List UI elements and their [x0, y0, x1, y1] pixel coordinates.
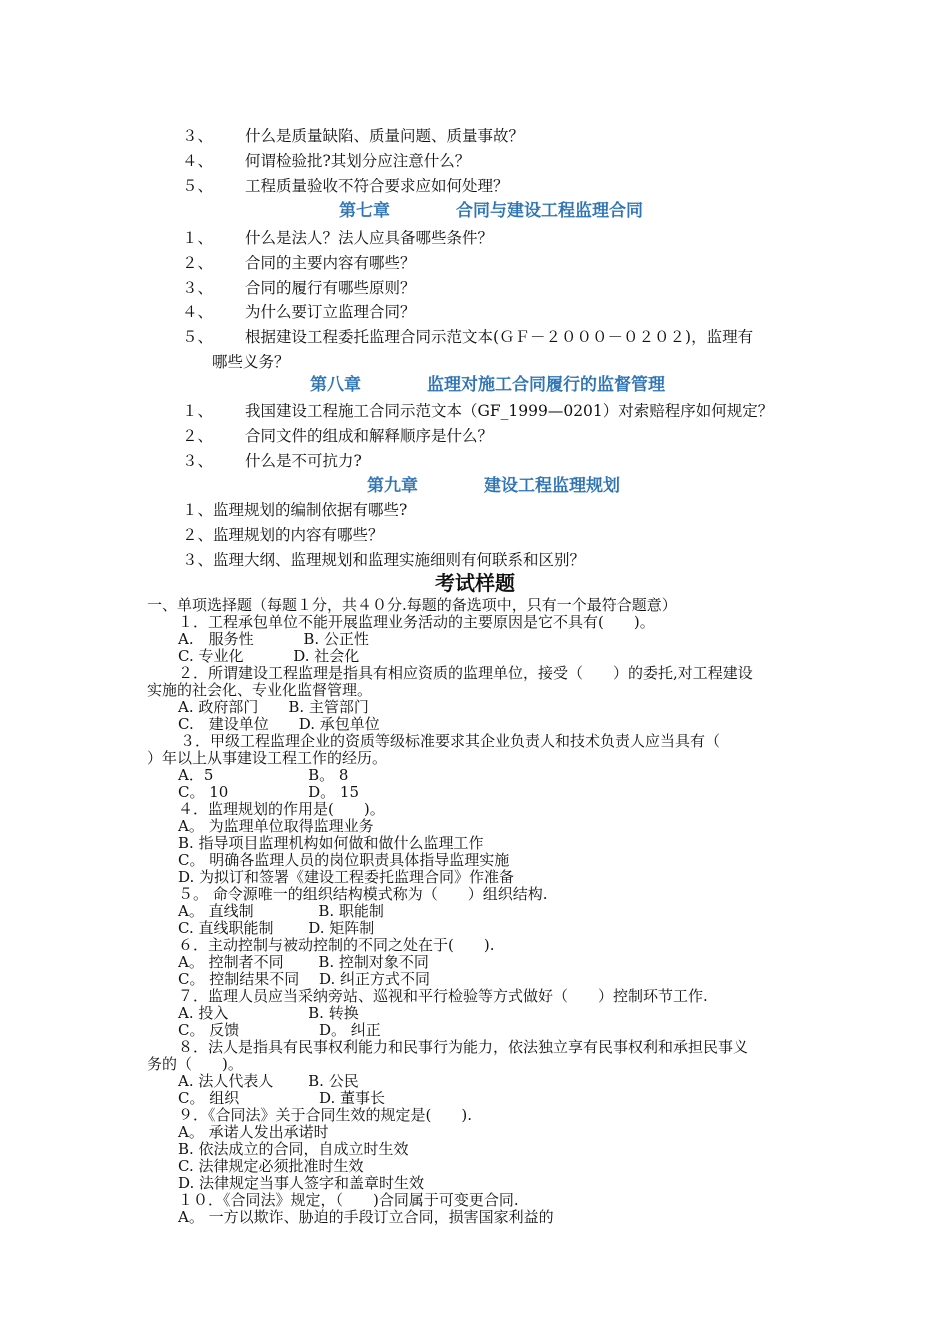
exam-line: ４．监理规划的作用是( )。 — [178, 800, 385, 818]
exam-line: ９．《合同法》关于合同生效的规定是( ). — [178, 1106, 472, 1124]
exam-line: ６．主动控制与被动控制的不同之处在于( ). — [178, 936, 495, 954]
exam-line: A。 为监理单位取得监理业务 — [178, 817, 374, 835]
exam-line: D. 为拟订和签署《建设工程委托监理合同》作准备 — [178, 868, 515, 886]
exam-line: C. 建设单位 D. 承包单位 — [178, 715, 380, 733]
exam-line: ２．所谓建设工程监理是指具有相应资质的监理单位，接受（ ）的委托,对工程建设 — [178, 664, 753, 682]
exam-title: 考试样题 — [435, 571, 515, 595]
exam-line: A．5 B。 8 — [178, 766, 349, 784]
question-line: ３、 什么是质量缺陷、质量问题、质量事故？ — [182, 127, 525, 145]
chapter-heading: 第九章 建设工程监理规划 — [367, 476, 620, 496]
exam-line: C。 控制结果不同 D. 纠正方式不同 — [178, 970, 431, 988]
exam-line: C。 10 D。 15 — [178, 783, 359, 801]
question-line: ３、监理大纲、监理规划和监理实施细则有何联系和区别？ — [182, 551, 586, 569]
exam-line: ５。 命令源唯一的组织结构模式称为（ ）组织结构. — [178, 885, 548, 903]
exam-line: A. 投入 B. 转换 — [178, 1004, 359, 1022]
exam-line: 实施的社会化、专业化监督管理。 — [147, 681, 373, 699]
exam-line: A. 政府部门 B. 主管部门 — [178, 698, 369, 716]
exam-line: B. 依法成立的合同，自成立时生效 — [178, 1140, 409, 1158]
exam-line: ８．法人是指具有民事权利能力和民事行为能力，依法独立享有民事权利和承担民事义 — [178, 1038, 749, 1056]
exam-line: ）年以上从事建设工程工作的经历。 — [147, 749, 388, 767]
exam-line: C. 专业化 D. 社会化 — [178, 647, 360, 665]
exam-line: １．工程承包单位不能开展监理业务活动的主要原因是它不具有( )。 — [178, 613, 655, 631]
question-line: ２、监理规划的内容有哪些？ — [182, 526, 384, 544]
exam-section-heading: 一、单项选择题（每题１分，共４０分.每题的备选项中，只有一个最符合题意） — [147, 596, 677, 614]
question-line: １、 什么是法人？法人应具备哪些条件？ — [182, 229, 494, 247]
question-line: ４、 为什么要订立监理合同？ — [182, 303, 416, 321]
question-line: １、监理规划的编制依据有哪些? — [182, 501, 408, 519]
exam-line: D. 法律规定当事人签字和盖章时生效 — [178, 1174, 425, 1192]
exam-line: １０．《合同法》规定，（ )合同属于可变更合同. — [178, 1191, 519, 1209]
exam-line: C. 法律规定必须批准时生效 — [178, 1157, 364, 1175]
question-line: ５、 工程质量验收不符合要求应如何处理？ — [182, 177, 509, 195]
exam-line: A。 承诺人发出承诺时 — [178, 1123, 329, 1141]
exam-line: A. 服务性 B. 公正性 — [178, 630, 369, 648]
exam-line: A。 直线制 B. 职能制 — [178, 902, 384, 920]
exam-line: C. 直线职能制 D. 矩阵制 — [178, 919, 375, 937]
question-line: ２、 合同的主要内容有哪些？ — [182, 254, 416, 272]
chapter-heading: 第七章 合同与建设工程监理合同 — [339, 201, 643, 221]
exam-line: A。 控制者不同 B. 控制对象不同 — [178, 953, 429, 971]
exam-line: A. 法人代表人 B. 公民 — [178, 1072, 359, 1090]
question-continuation: 哪些义务？ — [212, 353, 290, 371]
question-line: ３、 合同的履行有哪些原则？ — [182, 279, 416, 297]
question-line: １、 我国建设工程施工合同示范文本（GF_1999—0201）对索赔程序如何规定？ — [182, 402, 774, 420]
question-line: ４、 何谓检验批?其划分应注意什么？ — [182, 152, 471, 170]
question-line: ２、 合同文件的组成和解释顺序是什么？ — [182, 427, 494, 445]
question-line: ３、 什么是不可抗力? — [182, 452, 362, 470]
chapter-heading: 第八章 监理对施工合同履行的监督管理 — [310, 375, 665, 395]
exam-line: C。 组织 D. 董事长 — [178, 1089, 386, 1107]
exam-line: 务的（ )。 — [147, 1055, 243, 1073]
exam-line: C。 反馈 D。 纠正 — [178, 1021, 381, 1039]
exam-line: ７．监理人员应当采纳旁站、巡视和平行检验等方式做好（ ）控制环节工作. — [178, 987, 708, 1005]
question-line: ５、 根据建设工程委托监理合同示范文本(ＧＦ－２０００－０２０２)，监理有 — [182, 328, 754, 346]
exam-line: ３．甲级工程监理企业的资质等级标准要求其企业负责人和技术负责人应当具有（ — [180, 732, 721, 750]
exam-line: A。 一方以欺诈、胁迫的手段订立合同，损害国家利益的 — [178, 1208, 554, 1226]
exam-line: B. 指导项目监理机构如何做和做什么监理工作 — [178, 834, 484, 852]
exam-line: C。 明确各监理人员的岗位职责具体指导监理实施 — [178, 851, 510, 869]
